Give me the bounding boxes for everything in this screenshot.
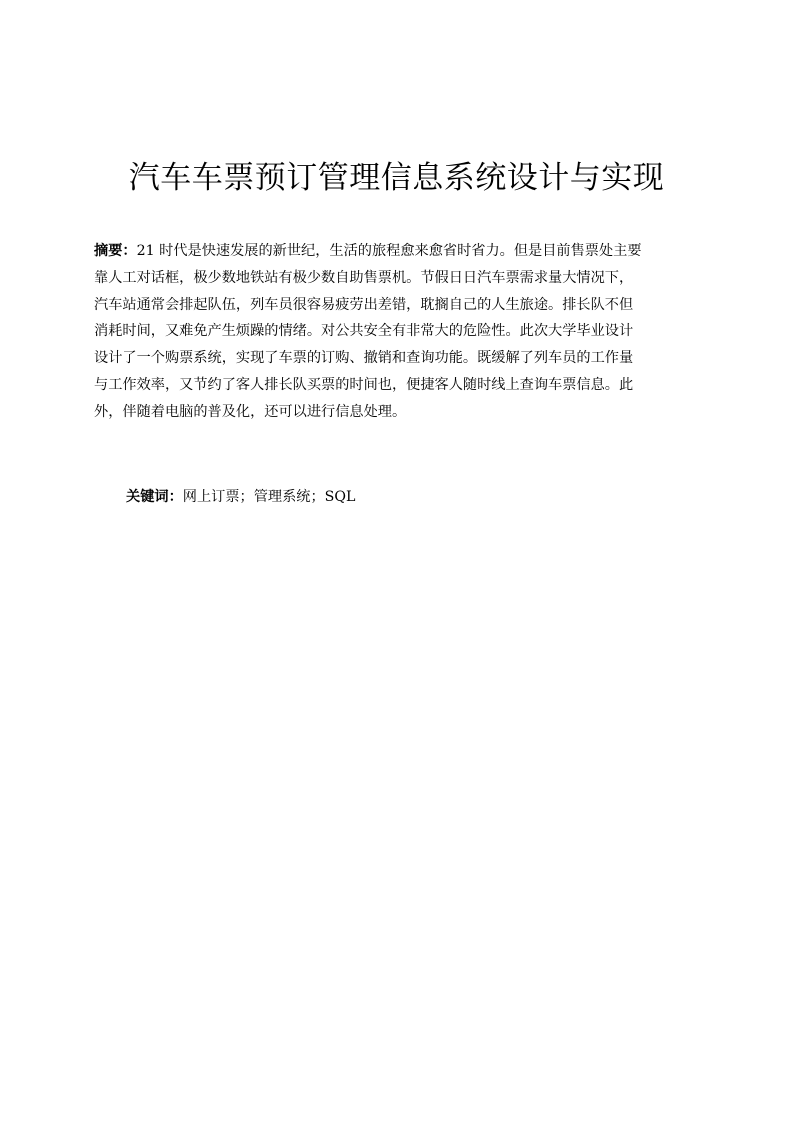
- abstract-line: 设计了一个购票系统，实现了车票的订购、撤销和查询功能。既缓解了列车员的工作量: [94, 350, 634, 367]
- abstract-text: 21 时代是快速发展的新世纪，生活的旅程愈来愈省时省力。但是目前售票处主要: [136, 243, 642, 259]
- abstract-paragraph: [94, 238, 702, 426]
- keywords-line: [126, 484, 686, 511]
- abstract-line: 外，伴随着电脑的普及化，还可以进行信息处理。: [94, 403, 407, 420]
- abstract-line: [94, 238, 702, 265]
- abstract-line: 消耗时间，又难免产生烦躁的情绪。对公共安全有非常大的危险性。此次大学毕业设计: [94, 323, 634, 340]
- abstract-line: 与工作效率，又节约了客人排长队买票的时间也，便捷客人随时线上查询车票信息。此: [94, 376, 634, 393]
- abstract-line: 靠人工对话框，极少数地铁站有极少数自助售票机。节假日日汽车票需求量大情况下，: [94, 269, 634, 286]
- document-title: 汽车车票预订管理信息系统设计与实现: [128, 160, 665, 196]
- keywords-label: 关键词：: [126, 489, 183, 505]
- abstract-line: 汽车站通常会排起队伍，列车员很容易疲劳出差错，耽搁自己的人生旅途。排长队不但: [94, 296, 634, 313]
- abstract-label: 摘要：: [94, 243, 137, 259]
- keywords-text: 网上订票；管理系统；SQL: [182, 489, 356, 505]
